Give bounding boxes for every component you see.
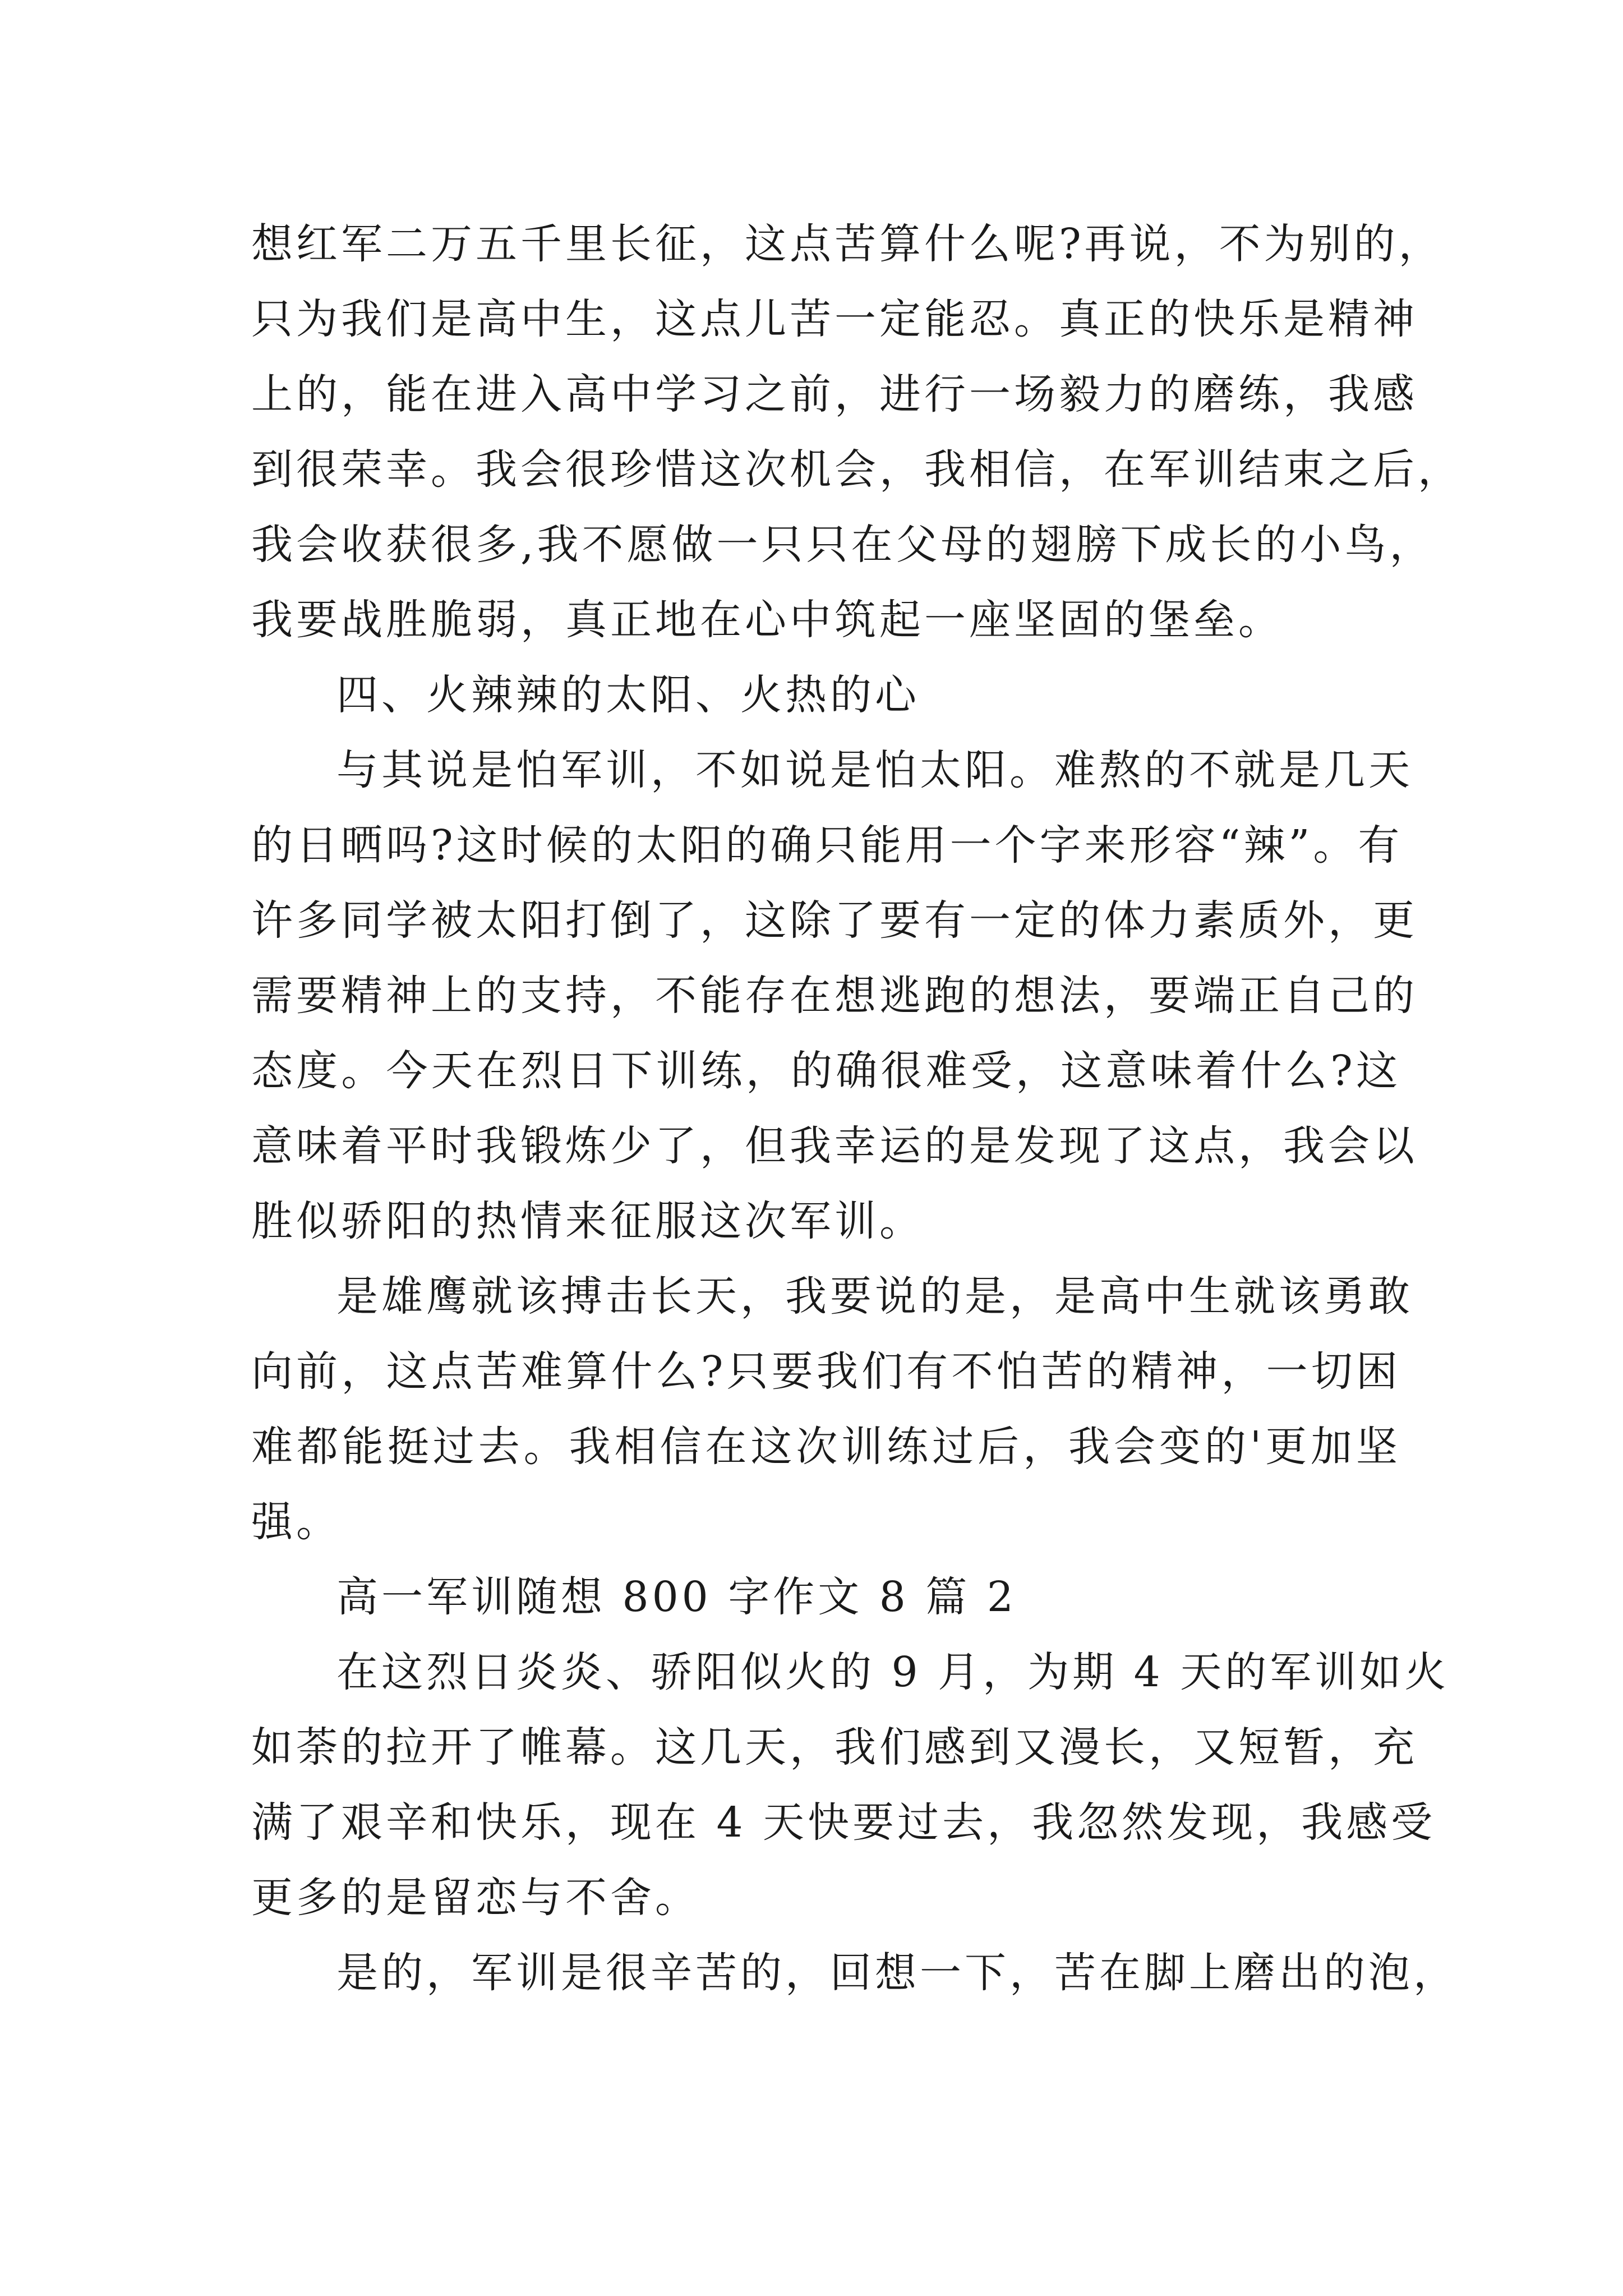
text-line: 的日晒吗?这时候的太阳的确只能用一个字来形容“辣”。有 bbox=[251, 821, 1403, 869]
text-line: 需要精神上的支持，不能存在想逃跑的想法，要端正自己的 bbox=[251, 972, 1418, 1020]
article-title: 高一军训随想 800 字作文 8 篇 2 bbox=[336, 1573, 1017, 1621]
text-line: 态度。今天在烈日下训练，的确很难受，这意味着什么?这 bbox=[251, 1047, 1401, 1095]
text-line: 我会收获很多,我不愿做一只只在父母的翅膀下成长的小鸟， bbox=[251, 521, 1435, 569]
text-line: 在这烈日炎炎、骄阳似火的 9 月，为期 4 天的军训如火 bbox=[336, 1648, 1450, 1696]
text-line: 上的，能在进入高中学习之前，进行一场毅力的磨练，我感 bbox=[251, 370, 1418, 418]
text-line: 胜似骄阳的热情来征服这次军训。 bbox=[251, 1197, 924, 1245]
text-line: 是的，军训是很辛苦的，回想一下，苦在脚上磨出的泡， bbox=[336, 1949, 1458, 1997]
text-line: 更多的是留恋与不舍。 bbox=[251, 1874, 700, 1922]
text-line: 只为我们是高中生，这点儿苦一定能忍。真正的快乐是精神 bbox=[251, 295, 1418, 343]
text-line: 许多同学被太阳打倒了，这除了要有一定的体力素质外，更 bbox=[251, 896, 1418, 945]
text-line: 满了艰辛和快乐，现在 4 天快要过去，我忽然发现，我感受 bbox=[251, 1798, 1436, 1847]
text-line: 与其说是怕军训，不如说是怕太阳。难熬的不就是几天 bbox=[336, 746, 1413, 794]
section-heading: 四、火辣辣的太阳、火热的心 bbox=[336, 671, 920, 719]
text-line: 强。 bbox=[251, 1498, 341, 1546]
text-line: 难都能挺过去。我相信在这次训练过后，我会变的'更加坚 bbox=[251, 1423, 1401, 1471]
text-line: 是雄鹰就该搏击长天，我要说的是，是高中生就该勇敢 bbox=[336, 1272, 1413, 1320]
text-line: 到很荣幸。我会很珍惜这次机会，我相信，在军训结束之后， bbox=[251, 445, 1463, 494]
text-line: 向前，这点苦难算什么?只要我们有不怕苦的精神，一切困 bbox=[251, 1347, 1401, 1396]
text-line: 意味着平时我锻炼少了，但我幸运的是发现了这点，我会以 bbox=[251, 1122, 1418, 1170]
text-line: 我要战胜脆弱，真正地在心中筑起一座坚固的堡垒。 bbox=[251, 596, 1283, 644]
text-line: 想红军二万五千里长征，这点苦算什么呢?再说，不为别的， bbox=[251, 220, 1444, 268]
text-line: 如荼的拉开了帷幕。这几天，我们感到又漫长，又短暂，充 bbox=[251, 1723, 1418, 1772]
